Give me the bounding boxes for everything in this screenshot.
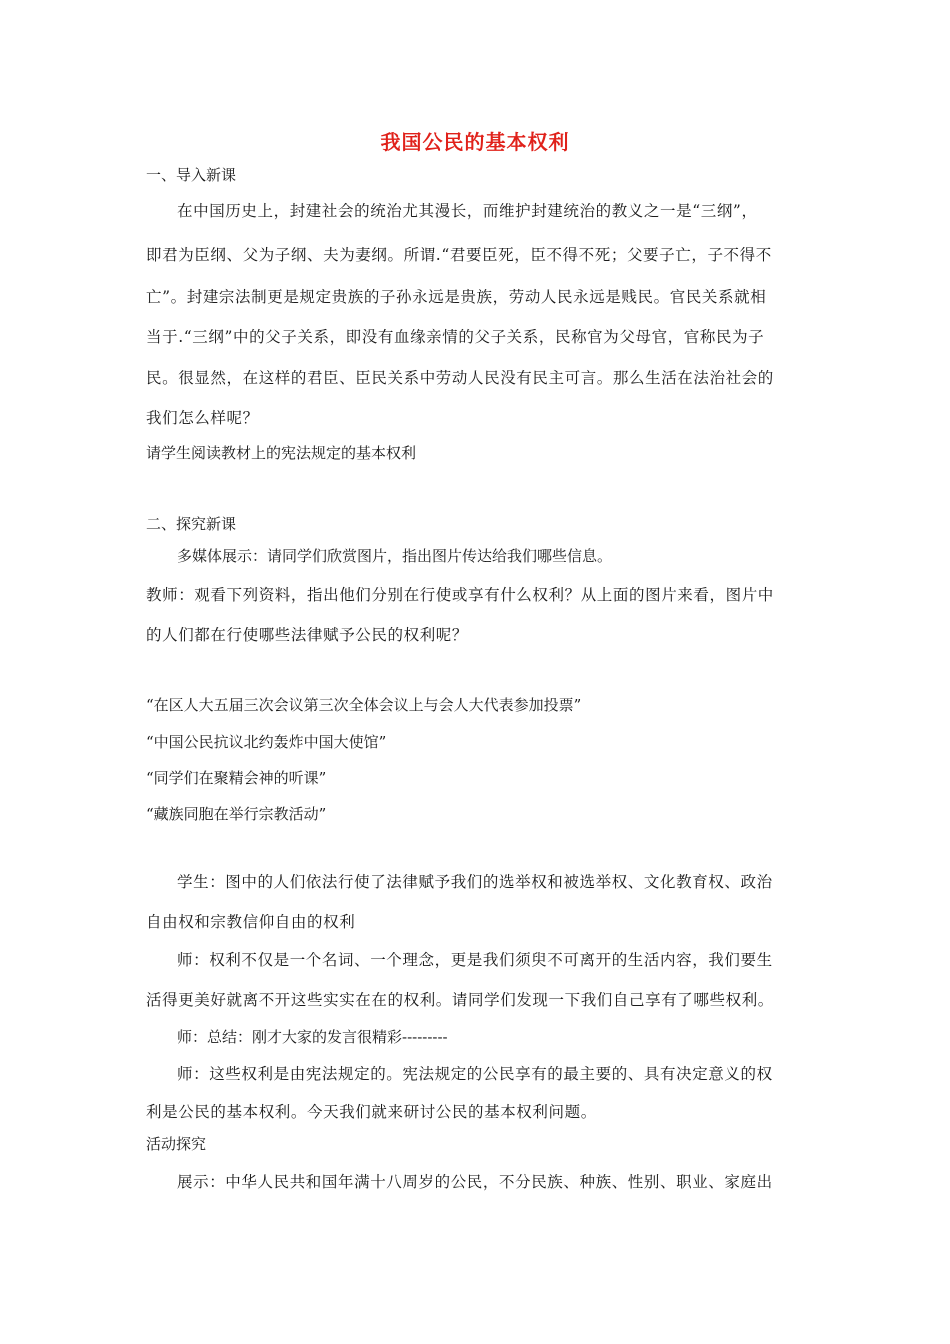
teacher2-line: 活得更美好就离不开这些实实在在的权利。请同学们发现一下我们自己享有了哪些权利。 — [146, 991, 774, 1009]
teacher-line: 的人们都在行使哪些法律赋予公民的权利呢？ — [146, 626, 469, 644]
section1-heading: 一、导入新课 — [146, 166, 237, 184]
activity-heading: 活动探究 — [146, 1135, 207, 1153]
teacher2-line: 师：权利不仅是一个名词、一个理念，更是我们须臾不可离开的生活内容，我们要生 — [177, 951, 773, 969]
page-title: 我国公民的基本权利 — [380, 130, 570, 154]
multimedia-line: 多媒体展示：请同学们欣赏图片，指出图片传达给我们哪些信息。 — [177, 547, 613, 565]
quote-item: “在区人大五届三次会议第三次全体会议上与会人大代表参加投票” — [146, 696, 582, 714]
summary-line: 师：总结：刚才大家的发言很精彩--------- — [177, 1028, 448, 1046]
instruction-line: 请学生阅读教材上的宪法规定的基本权利 — [146, 444, 417, 462]
paragraph-line: 我们怎么样呢？ — [146, 409, 259, 427]
quote-item: “中国公民抗议北约轰炸中国大使馆” — [146, 733, 387, 751]
display-line: 展示：中华人民共和国年满十八周岁的公民，不分民族、种族、性别、职业、家庭出 — [177, 1173, 773, 1191]
paragraph-line: 当于.“三纲”中的父子关系，即没有血缘亲情的父子关系，民称官为父母官，官称民为子 — [146, 328, 765, 346]
student-line: 学生：图中的人们依法行使了法律赋予我们的选举权和被选举权、文化教育权、政治 — [177, 873, 773, 891]
paragraph-line: 亡”。封建宗法制更是规定贵族的子孙永远是贵族，劳动人民永远是贱民。官民关系就相 — [146, 288, 767, 306]
student-line: 自由权和宗教信仰自由的权利 — [146, 913, 356, 931]
section2-heading: 二、探究新课 — [146, 515, 237, 533]
teacher3-line: 利是公民的基本权利。今天我们就来研讨公民的基本权利问题。 — [146, 1103, 597, 1121]
teacher-line: 教师：观看下列资料，指出他们分别在行使或享有什么权利？从上面的图片来看，图片中 — [146, 586, 774, 604]
quote-item: “同学们在聚精会神的听课” — [146, 769, 327, 787]
paragraph-line: 即君为臣纲、父为子纲、夫为妻纲。所谓.“君要臣死，臣不得不死；父要子亡，子不得不 — [146, 246, 772, 264]
paragraph-line: 在中国历史上，封建社会的统治尤其漫长，而维护封建统治的教义之一是“三纲”， — [177, 202, 758, 220]
quote-item: “藏族同胞在举行宗教活动” — [146, 805, 327, 823]
teacher3-line: 师：这些权利是由宪法规定的。宪法规定的公民享有的最主要的、具有决定意义的权 — [177, 1065, 773, 1083]
paragraph-line: 民。很显然，在这样的君臣、臣民关系中劳动人民没有民主可言。那么生活在法治社会的 — [146, 369, 774, 387]
